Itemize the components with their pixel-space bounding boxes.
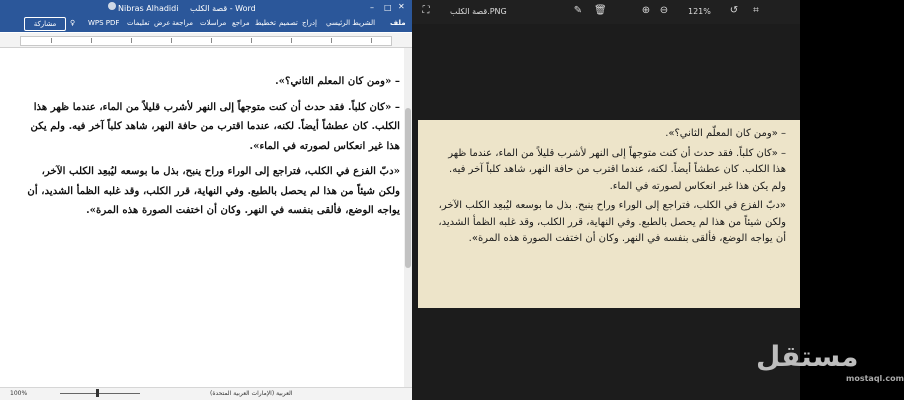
crop-icon[interactable]: ⌗ <box>753 5 759 16</box>
tab-review[interactable]: مراجعة <box>172 19 194 27</box>
image-paragraph: – «كان كلباً. فقد حدث أن كنت متوجهاً إلى النهر لأشرب قليلاً من الماء، عندما ظهر هذا الكلب. كان عطشاً أيضاً. لكنه، عندما اقترب من حافة النهر، شاهد كلباً آخر فيه. ولم يكن هذا غير انعكاس لصورته في الماء. <box>448 147 786 192</box>
image-text <box>434 126 786 251</box>
ruler-tick <box>371 38 372 43</box>
watermark-brand: مستقل <box>756 340 859 373</box>
vertical-scrollbar[interactable] <box>404 48 412 388</box>
zoom-level[interactable]: 100% <box>10 390 28 397</box>
ruler-tick <box>211 38 212 43</box>
document-body[interactable] <box>20 72 400 227</box>
tab-insert[interactable]: إدراج <box>302 19 317 27</box>
close-icon[interactable]: ✕ <box>398 2 405 11</box>
lightbulb-icon[interactable]: ♀ <box>70 19 76 27</box>
user-name[interactable]: Nibras Alhadidi <box>118 4 179 13</box>
watermark-logo <box>756 340 904 383</box>
tab-help[interactable]: تعليمات <box>127 19 150 27</box>
zoom-slider-knob[interactable] <box>96 389 99 397</box>
viewer-zoom-level: 121% <box>688 7 711 16</box>
ruler[interactable] <box>0 33 412 48</box>
ruler-tick <box>251 38 252 43</box>
tab-wps-pdf[interactable]: WPS PDF <box>88 19 120 27</box>
status-bar <box>0 387 412 400</box>
tab-file[interactable]: ملف <box>390 19 406 27</box>
avatar[interactable] <box>108 2 116 10</box>
word-window <box>0 0 412 400</box>
watermark-url: mostaql.com <box>846 374 904 383</box>
share-label: مشاركة <box>33 20 57 28</box>
paragraph: – «ومن كان المعلم الثاني؟». <box>275 75 400 87</box>
zoom-slider[interactable] <box>60 393 140 394</box>
ruler-tick <box>291 38 292 43</box>
tab-view[interactable]: عرض <box>154 19 171 27</box>
viewer-filename: قصة الكلب.PNG <box>450 7 507 16</box>
image-paragraph: «دبّ الفزع في الكلب، فتراجع إلى الوراء وراح ينبح. بذل ما بوسعه ليُبعِد الكلب الآخر، ولكن شيئاً من هذا لم يحصل بالطبع. وفي النهاية، قرر الكلب، وقد غلبه الظمأ الشديد، أن يواجه الوضع، فألقى بنفسه في النهر. وكان أن اختفت الصورة هذه المرة». <box>438 200 786 244</box>
tab-layout[interactable]: تخطيط <box>255 19 276 27</box>
image-paragraph: – «ومن كان المعلّم الثاني؟». <box>665 128 786 139</box>
ruler-tick <box>131 38 132 43</box>
ruler-tick <box>171 38 172 43</box>
photo-viewer-window <box>412 0 904 400</box>
delete-icon[interactable]: 🗑 <box>594 5 607 16</box>
tab-mailings[interactable]: مراسلات <box>200 19 227 27</box>
paragraph: – «كان كلباً. فقد حدث أن كنت متوجهاً إلى النهر لأشرب قليلاً من الماء، عندما ظهر هذا الكلب. كان عطشاً أيضاً. لكنه، عندما اقترب من حافة النهر، شاهد كلباً آخر فيه. ولم يكن هذا غير انعكاس لصورته في الماء». <box>30 100 400 152</box>
ruler-track <box>20 36 392 46</box>
maximize-icon[interactable]: □ <box>384 3 392 12</box>
zoom-in-icon[interactable]: ⊕ <box>641 5 651 16</box>
tab-references[interactable]: مراجع <box>232 19 250 27</box>
collection-icon[interactable]: ⛶ <box>422 5 430 16</box>
ruler-tick <box>91 38 92 43</box>
ruler-tick <box>51 38 52 43</box>
ribbon-tabs <box>0 14 412 32</box>
rotate-icon[interactable]: ↺ <box>729 5 739 16</box>
scrollbar-thumb[interactable] <box>405 108 411 268</box>
edit-icon[interactable]: ✎ <box>573 5 583 16</box>
share-button[interactable] <box>24 17 66 31</box>
paragraph: «دبّ الفزع في الكلب، فتراجع إلى الوراء وراح ينبح، بذل ما بوسعه ليُبعِد الكلب الآخر، ولكن شيئاً من هذا لم يحصل بالطبع. وفي النهاية، قرر الكلب، وقد غلبه الظمأ الشديد، أن يواجه الوضع، فألقى بنفسه في النهر. وكان أن اختفت الصورة هذه المرة». <box>27 165 400 216</box>
tab-design[interactable]: تصميم <box>279 19 298 27</box>
displayed-image[interactable] <box>418 120 800 308</box>
word-title: قصة الكلب - Word <box>190 4 256 13</box>
zoom-out-icon[interactable]: ⊖ <box>659 5 669 16</box>
tab-home[interactable]: الشريط الرئيسي <box>326 19 376 27</box>
minimize-icon[interactable]: – <box>370 3 374 12</box>
viewer-toolbar <box>412 0 800 24</box>
language-status[interactable]: العربية (الإمارات العربية المتحدة) <box>210 390 293 397</box>
ruler-tick <box>331 38 332 43</box>
